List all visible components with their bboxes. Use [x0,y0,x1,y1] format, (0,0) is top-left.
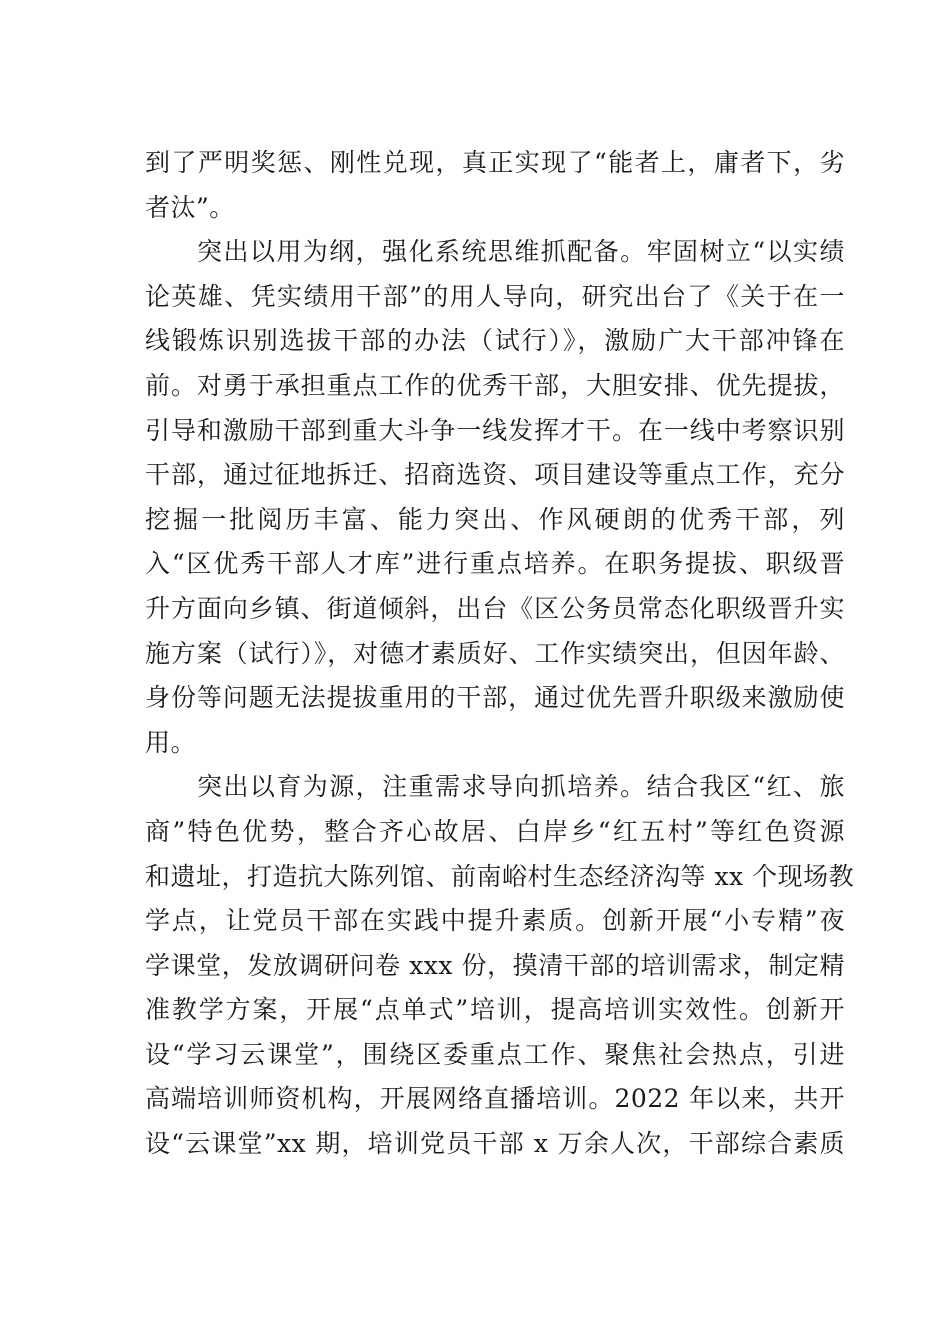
text-line: 和遗址，打造抗大陈列馆、前南峪村生态经济沟等 xx 个现场教 [145,861,855,891]
text-line: 高端培训师资机构，开展网络直播培训。2022 年以来，共开 [145,1084,845,1114]
text-line: 施方案（试行）》，对德才素质好、工作实绩突出，但因年龄、 [145,638,845,668]
text-line: 到了严明奖惩、刚性兑现，真正实现了“能者上，庸者下，劣 [145,148,845,177]
text-line: 线锻炼识别选拔干部的办法（试行）》，激励广大干部冲锋在 [145,326,845,356]
text-line: 准教学方案，开展“点单式”培训，提高培训实效性。创新开 [145,995,845,1025]
text-line: 突出以育为源，注重需求导向抓培养。结合我区“红、旅 [197,772,845,802]
text-line: 入“区优秀干部人才库”进行重点培养。在职务提拔、职级晋 [145,549,845,579]
text-line: 前。对勇于承担重点工作的优秀干部，大胆安排、优先提拔， [145,370,845,400]
text-line: 身份等问题无法提拔重用的干部，通过优先晋升职级来激励使 [145,683,845,713]
text-line: 设“学习云课堂”，围绕区委重点工作、聚焦社会热点，引进 [145,1039,845,1069]
text-line: 挖掘一批阅历丰富、能力突出、作风硬朗的优秀干部，列 [145,504,845,534]
text-line: 引导和激励干部到重大斗争一线发挥才干。在一线中考察识别 [145,415,845,445]
text-line: 论英雄、凭实绩用干部”的用人导向，研究出台了《关于在一 [145,281,845,311]
text-line: 用。 [145,727,197,757]
body-text [145,141,855,1167]
text-line: 学点，让党员干部在实践中提升素质。创新开展“小专精”夜 [145,906,845,936]
text-line: 突出以用为纲，强化系统思维抓配备。牢固树立“以实绩 [197,237,845,267]
text-line: 者汰”。 [145,192,235,222]
text-line: 设“云课堂”xx 期，培训党员干部 x 万余人次，干部综合素质 [145,1129,845,1159]
text-line: 商”特色优势，整合齐心故居、白岸乡“红五村”等红色资源 [145,816,845,846]
text-line: 干部，通过征地拆迁、招商选资、项目建设等重点工作，充分 [145,460,845,490]
text-line: 升方面向乡镇、街道倾斜，出台《区公务员常态化职级晋升实 [145,593,845,623]
text-line: 学课堂，发放调研问卷 xxx 份，摸清干部的培训需求，制定精 [145,950,845,980]
